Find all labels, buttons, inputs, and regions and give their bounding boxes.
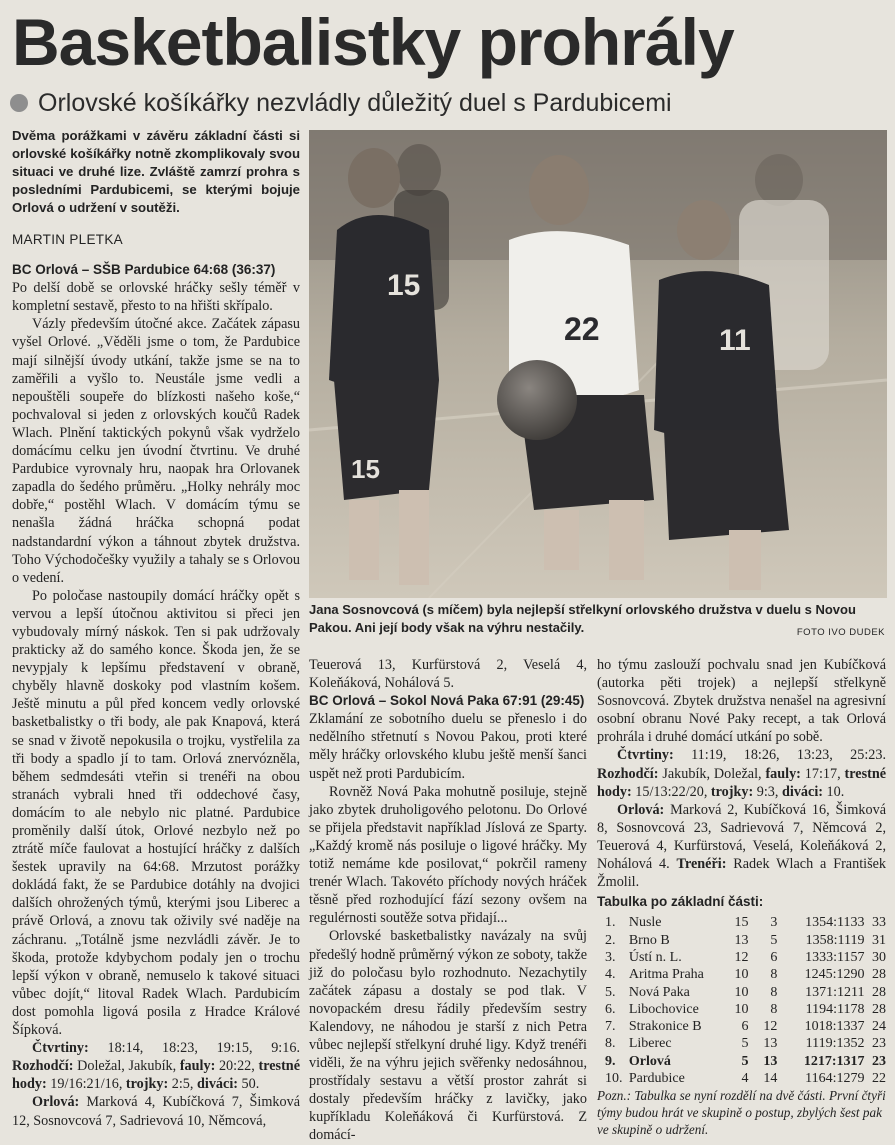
standings-cell-l: 13 [763,1036,778,1052]
standings-cell-l: 5 [770,932,778,948]
stat-label: diváci: [197,1076,238,1093]
standings-cell-score: 1217:1317 [803,1053,865,1069]
standings-cell-team: Liberec [628,1036,672,1052]
standings-cell-pts: 23 [872,1036,886,1052]
photo-credit: FOTO IVO DUDEK [796,627,885,638]
standings-cell-rank: 5. [605,984,616,1000]
standings-cell-rank: 4. [605,967,616,983]
standings-cell-w: 15 [734,915,749,931]
standings-cell-score: 1194:1178 [805,1001,865,1017]
jersey-number: 15 [387,269,421,302]
standings-cell-rank: 8. [605,1036,616,1052]
standings-cell-rank: 1. [605,915,616,931]
standings-cell-w: 10 [734,1001,749,1017]
article-column-3 [597,656,886,1138]
match1-heading: BC Orlová – SŠB Pardubice 64:68 (36:37) [12,262,276,278]
standings-note: Pozn.: Tabulka se nyní rozdělí na dvě části. První čtyři týmy budou hrát ve skupině o postup, zbylých šest pak ve skupině o udržení. [597,1088,886,1138]
col2-paragraph: Rovněž Nová Paka mohutně posiluje, stejně jako zbytek druholigového pelotonu. Do Orlové se přijela představit například Jíslová ze Sparty. „Každý kromě nás posiluje o ligové hráčky. My totiž nemáme kde posilovat,“ pokrčil rameny trenér Wlach. Takovéto příchody nových hráček těsně před rozhodující fází sezony ovšem na regulérnosti soutěže sotva přidají... [309,783,587,927]
standings-row [597,932,886,949]
standings-cell-score: 1333:1157 [805,949,865,965]
standings-cell-rank: 7. [605,1019,616,1035]
stat-value: Jakubík, Doležal, [658,765,766,782]
standings-cell-pts: 23 [872,1053,886,1069]
standings-cell-score: 1354:1133 [805,915,865,931]
jersey-number: 22 [564,311,600,347]
standings-cell-rank: 6. [605,1001,616,1017]
standings-cell-team: Strakonice B [628,1019,702,1035]
col1-paragraph: Po delší době se orlovské hráčky sešly téměř v kompletní sestavě, přesto to na hřišti skřípalo. [12,280,300,315]
standings-cell-w: 10 [734,967,749,983]
stat-label: Rozhodčí: [12,1058,74,1075]
standings-cell-w: 5 [741,1053,749,1069]
stat-value: 2:5, [168,1076,197,1093]
basketball [497,360,577,440]
match2-stats [597,746,886,800]
standings-cell-pts: 33 [872,915,886,931]
stat-label: Orlová: [32,1094,80,1111]
stat-label: trestné hody: [597,765,887,800]
standings-cell-w: 10 [734,984,749,1000]
match2-heading: BC Orlová – Sokol Nová Paka 67:91 (29:45) [309,693,585,709]
standings-cell-team: Nusle [628,915,662,931]
standings-cell-pts: 28 [872,967,886,983]
basketball-photo [309,130,887,598]
standings-row [597,1053,886,1070]
standings-cell-score: 1119:1352 [805,1036,865,1052]
match1-stats [12,1039,300,1093]
standings-row [597,949,886,966]
standings-row [597,1018,886,1035]
standings-cell-score: 1245:1290 [804,967,865,983]
standings-row [597,984,886,1001]
stat-label: fauly: [765,765,801,782]
subheadline [10,86,890,120]
standings-cell-pts: 30 [872,949,886,965]
standings-cell-rank: 3. [605,949,616,965]
standings-cell-score: 1371:1211 [805,984,865,1000]
col2-paragraph: Orlovské basketbalistky navázaly na svůj předešlý hodně průměrný výkon ze soboty, takže již do poločasu bylo rozhodnuto. Nezachytily začátek zápasu a dostaly se pod tlak. V novopackém dresu řádily především sestry Kalendovy, ne náhodou je starší z nich Petra vůbec nejlepší střelkyní druhé ligy. Když trenéři viděli, že na výhru jejich svěřenky nedosáhnou, prostřídaly sestavu a větší prostor zahrát si dostaly především hráčky z lavičky, jako kupříkladu Koleňáková či Kurfürstová. Z domácí- [309,928,587,1144]
standings-cell-l: 8 [770,984,778,1000]
standings-cell-rank: 9. [605,1053,616,1069]
standings-cell-l: 13 [763,1053,778,1069]
headline: Basketbalistky prohrály [12,5,734,79]
photo-caption: Jana Sosnovcová (s míčem) byla nejlepší střelkyní orlovského družstva v duelu s Novou Pakou. Ani její body však na výhru nestačily. [309,602,856,635]
col2-paragraph: Teuerová 13, Kurfürstová 2, Veselá 4, Koleňáková, Nohálová 5. [309,657,587,692]
match1-lineup [12,1093,300,1129]
standings-cell-team: Pardubice [628,1070,685,1086]
standings-cell-l: 8 [770,1001,778,1017]
stat-label: diváci: [782,783,823,800]
stat-value: 20:22, [215,1058,259,1075]
standings-cell-team: Aritma Praha [628,967,704,983]
article-lead: Dvěma porážkami v závěru základní části si orlovské košíkářky notně zkomplikovaly svou situaci ve druhé lize. Zvláště zamrzí prohra s posledními Pardubicemi, se kterými bojuje Orlová o udržení v soutěži. [12,128,300,215]
stat-value: 18:14, 18:23, 19:15, 9:16. [88,1040,300,1057]
standings-cell-w: 5 [741,1036,749,1052]
lineup-names: Marková 4, Kubíčková 7, Šimková 12, Sosnovcová 7, Sadrievová 10, Němcová, [12,1094,300,1129]
standings-cell-score: 1358:1119 [805,932,865,948]
article-column-1 [12,127,300,1130]
standings-cell-l: 8 [770,967,778,983]
standings-cell-rank: 2. [605,932,616,948]
stat-value: 19/16:21/16, [46,1076,126,1093]
standings-cell-l: 12 [763,1019,778,1035]
lineup-names: Marková 2, Kubíčková 16, Šimková 8, Sosnovcová 23, Sadrievová 7, Němcová 2, Teuerová 4, Kurfürstová, Veselá, Koleňáková 2, Nohálová 4. [597,801,886,873]
standings-cell-team: Orlová [628,1053,671,1069]
col1-paragraph: Vázly především útočné akce. Začátek zápasu vyšel Orlové. „Věděli jsme o tom, že Pardubice mají silnější úvody utkání, takže jsme se na to zaměřili a vyšlo to. Neustále jsme vedli a nepouštěli soupeře do blízkosti našeho koše,“ pochvaloval si jeden z orlovských koučů Radek Wlach. Plnění taktických pokynů však vydrželo domácímu celku jen úvodní čtvrtinu. Ve druhé Pardubice vyrovnaly hru, naopak hra Orlovanek zapadla do šedého průměru. „Holky nehrály moc dobře,“ postěhl Wlach. V domácím týmu se nenašla žádná hráčka schopná podat nadstandardní výkon a táhnout zbytek družstva. Toho Východočešky využily a tahaly se s Orlovou o vedení. [12,316,300,586]
col3-paragraph: ho týmu zaslouží pochvalu snad jen Kubíčková (autorka pěti trojek) a nejlepší střelkyně Sosnovcová. Zbytek družstva nenašel na agresivní osobní obranu Nové Paky recept, a tak Orlová prohrála i druhé domácí utkání po sobě. [597,657,886,746]
match2-lineup [597,801,886,891]
stat-label: Trenéři: [676,856,727,873]
standings-row [597,914,886,931]
stat-value: 15/13:22/20, [631,783,711,800]
stat-label: Rozhodčí: [597,765,659,782]
col1-paragraph: Po poločase nastoupily domácí hráčky opět s vervou a lepší útočnou aktivitou si přeci jen vybudovaly mírný náskok. Ten si pak udržovaly prakticky až do samého konce. Škoda jen, že se nevypjaly k lepšímu představení v obraně, chyběly hlavně doskoky pod vlastním košem. Ještě minutu a půl před koncem vedly orlovské basketbalistky o tři body, ale pak Knapová, která se snad v životě nepokusila o trojku, vystřelila za tři body a spadlo jí to tam. Orlová znervózněla, během sedmdesáti vteřin si trenéři na obou stranách vybrali hned tři oddechové časy, domácím to ale nebylo nic platné. Pardubice proměnily další útok, Orlové nezbylo než po ztrátě míče faulovat a hostující hráčky z dalších šestek upravily na 64:68. Mrzutost porážky dokládá fakt, že se Pardubice dotáhly na dvojici dalších ohrožených týmů, kterými jsou Liberec a právě Orlová, a znovu tak oživily své naděje na záchranu. „Totálně jsme nezvládli závěr. Je to škoda, protože kdybychom podaly jen o trochu lepší výkon v obraně, nemuselo k takové situaci vůbec dojít,“ litoval Radek Wlach. Pardubicím dost pomohla ligová posila z Hradce Králové Šípková. [12,587,300,1039]
article-column-2 [309,656,587,1145]
stat-label: trojky: [710,783,754,800]
stat-label: fauly: [179,1058,216,1075]
stat-label: trestné hody: [12,1058,300,1093]
standings-cell-score: 1164:1279 [805,1070,865,1086]
standings-cell-pts: 22 [872,1070,886,1086]
standings-cell-rank: 10. [605,1070,623,1086]
stat-label: Čtvrtiny: [32,1040,89,1057]
subheadline-text: Orlovské košíkářky nezvládly důležitý duel s Pardubicemi [38,89,672,117]
standings-cell-pts: 31 [872,932,886,948]
standings-row [597,966,886,983]
standings-cell-w: 6 [741,1019,749,1035]
coach-names: Radek Wlach a František Žmolil. [597,856,886,891]
jersey-number: 15 [351,454,380,484]
standings-title: Tabulka po základní části: [597,894,764,910]
standings-cell-score: 1018:1337 [804,1019,865,1035]
standings-cell-pts: 28 [872,984,886,1000]
stat-value: Doležal, Jakubík, [73,1058,180,1075]
standings-cell-l: 14 [763,1070,778,1086]
standings-row [597,1001,886,1018]
standings-table [597,914,886,1087]
stat-label: Čtvrtiny: [617,747,674,764]
stat-value: 50. [237,1076,260,1093]
standings-cell-pts: 24 [872,1019,886,1035]
standings-cell-l: 3 [770,915,778,931]
byline: MARTIN PLETKA [12,232,123,247]
standings-row [597,1070,886,1087]
standings-cell-l: 6 [770,949,778,965]
standings-cell-team: Libochovice [628,1001,699,1017]
stat-value: 11:19, 18:26, 13:23, 25:23. [673,747,886,764]
stat-value: 9:3, [753,783,782,800]
standings-cell-w: 12 [734,949,749,965]
stat-label: trojky: [125,1076,169,1093]
stat-value: 17:17, [800,765,845,782]
jersey-number: 11 [719,324,751,357]
col2-paragraph: Zklamání ze sobotního duelu se přeneslo i do nedělního střetnutí s Novou Pakou, proti které měly hráčky orlovského klubu ještě menší šanci uspět než proti Pardubicím. [309,711,587,782]
standings-cell-team: Brno B [628,932,670,948]
standings-cell-pts: 28 [872,1001,886,1017]
bullet-icon [10,94,28,112]
standings-cell-w: 13 [734,932,749,948]
standings-cell-team: Nová Paka [628,984,690,1000]
stat-value: 10. [822,783,845,800]
stat-label: Orlová: [617,801,665,818]
standings-row [597,1035,886,1052]
standings-cell-team: Ústí n. L. [628,949,682,965]
standings-cell-w: 4 [741,1070,749,1086]
